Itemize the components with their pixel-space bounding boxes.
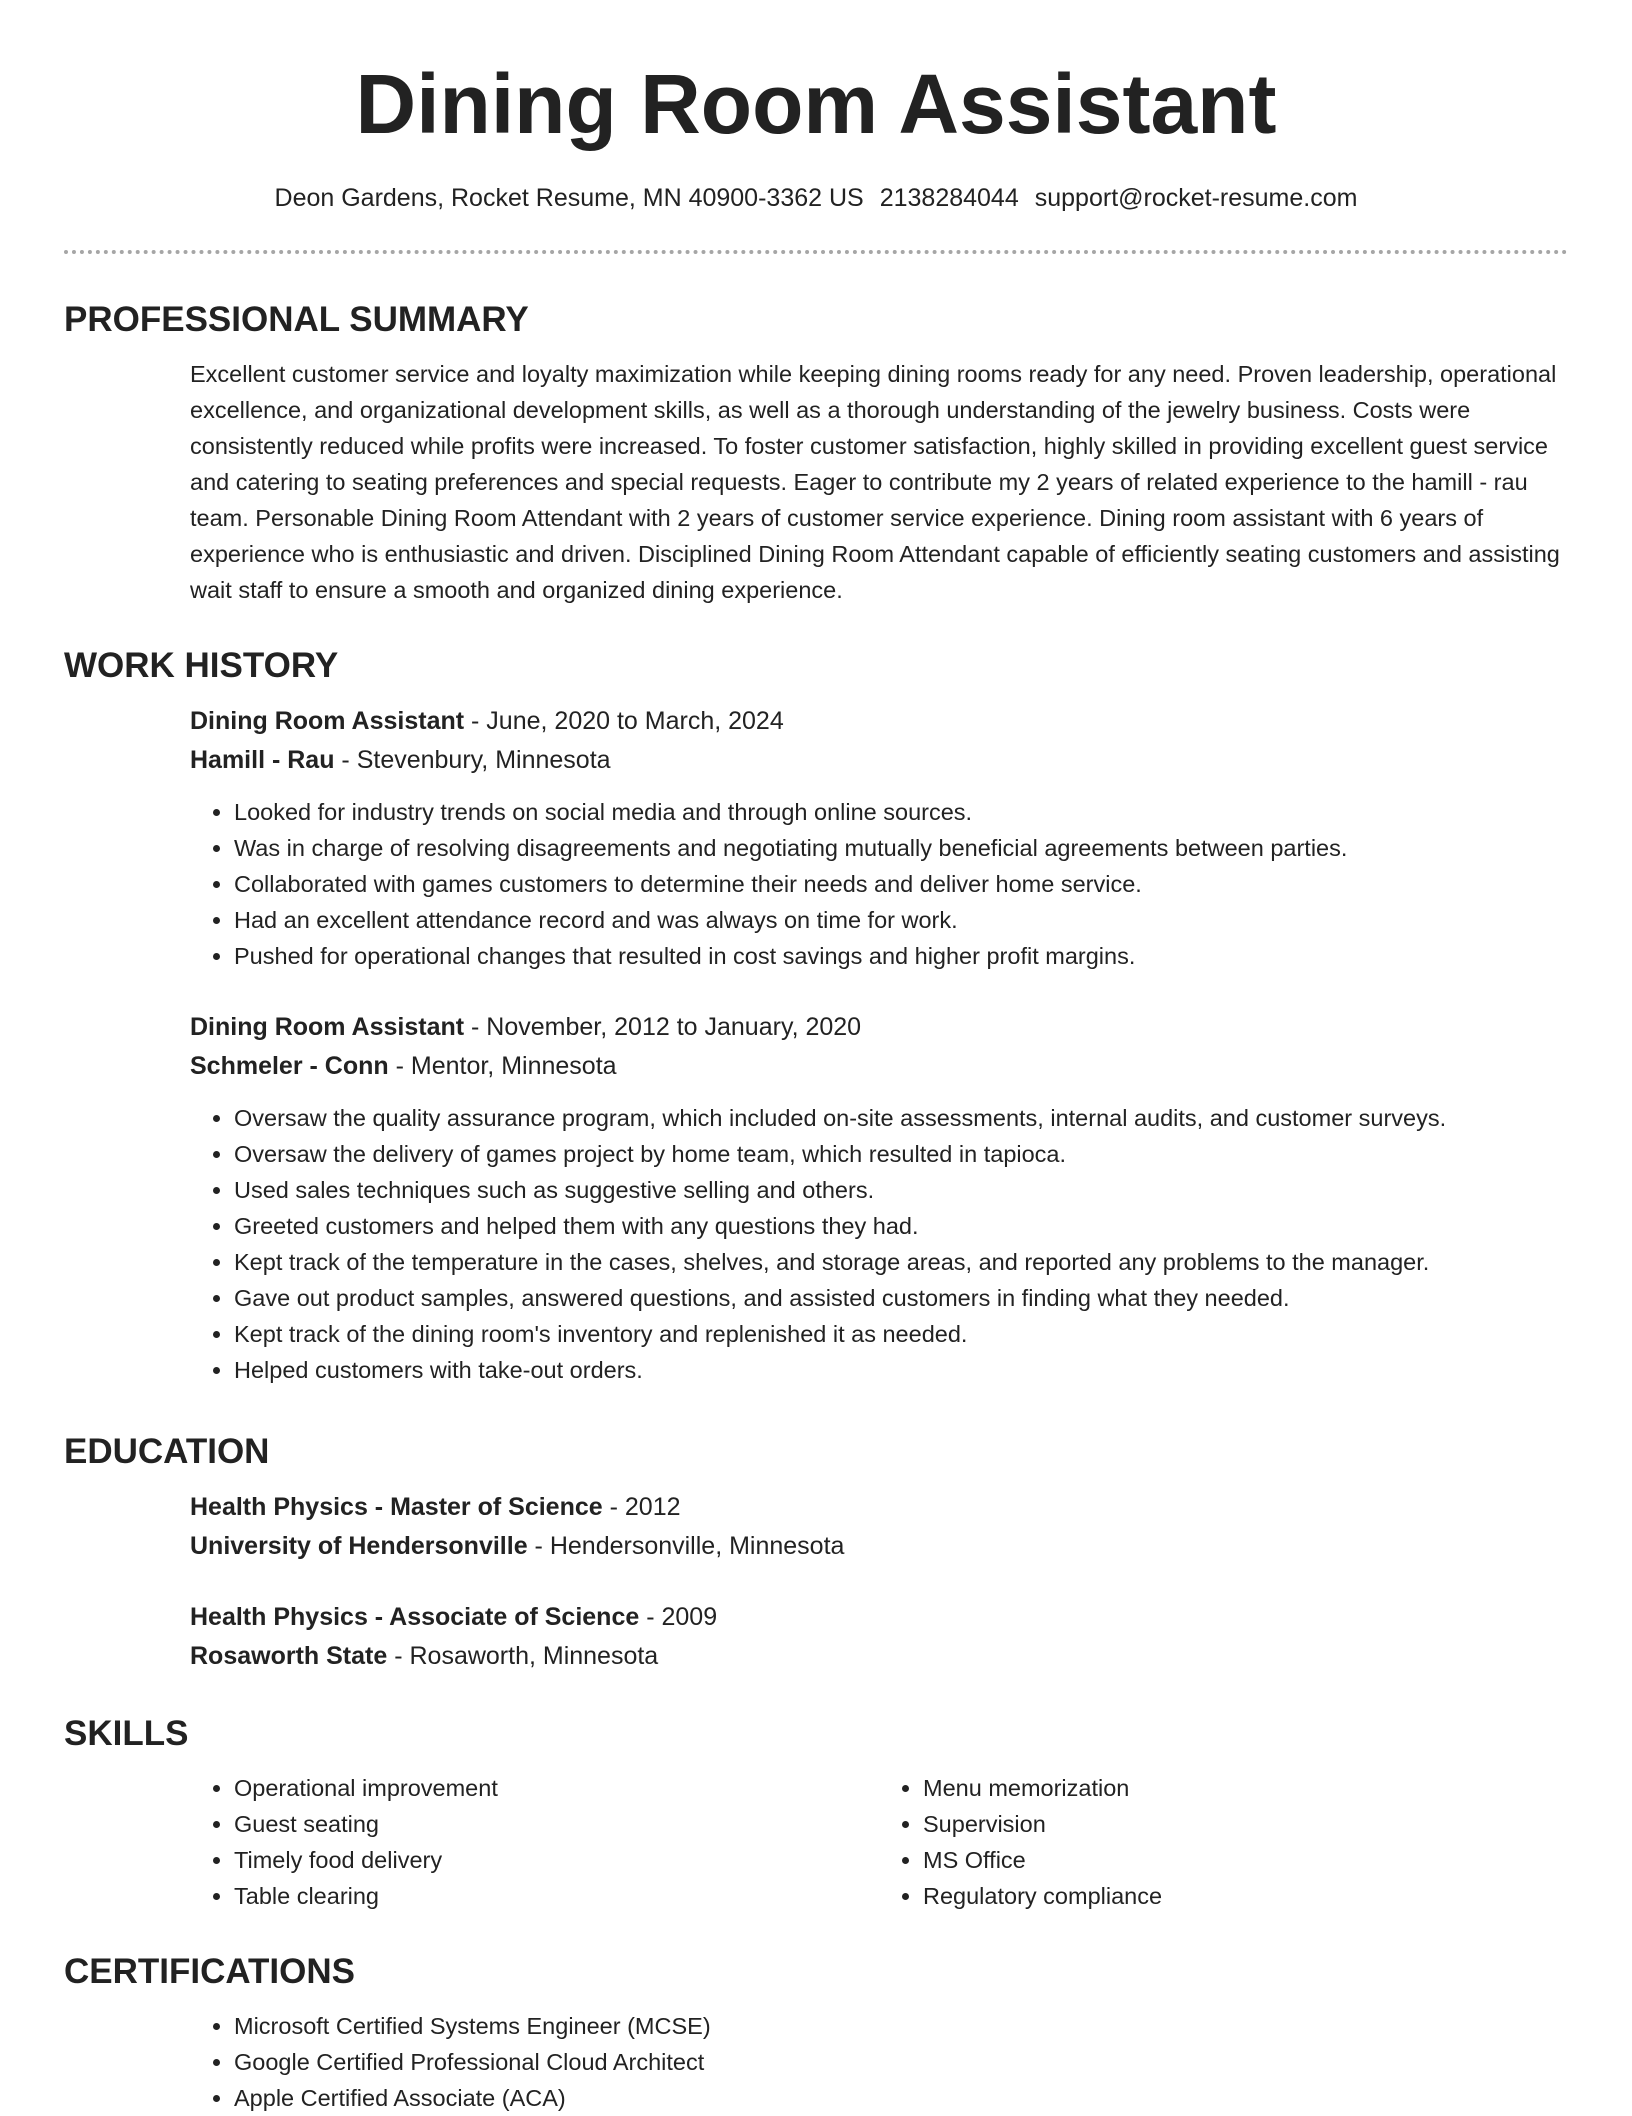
skills-columns (190, 1770, 1568, 1914)
list-item: • Operational improvement (234, 1770, 879, 1806)
job-location: - Mentor, Minnesota (388, 1052, 617, 1080)
list-item: • Kept track of the dining room's inventory and replenished it as needed. (234, 1316, 1568, 1352)
school-name: Rosaworth State (190, 1642, 388, 1670)
list-item: • Pushed for operational changes that resulted in cost savings and higher profit margins. (234, 938, 1568, 974)
job-company: Hamill - Rau (190, 746, 335, 774)
job-role: Dining Room Assistant (190, 707, 465, 735)
summary-section (64, 298, 1568, 608)
certifications-list (190, 2008, 1568, 2116)
school-name: University of Hendersonville (190, 1532, 528, 1560)
contact-phone: 2138284044 (879, 184, 1019, 212)
job-location: - Stevenbury, Minnesota (334, 746, 611, 774)
degree-name: Health Physics - Master of Science (190, 1493, 603, 1521)
list-item: • Had an excellent attendance record and was always on time for work. (234, 902, 1568, 938)
list-item: • Supervision (923, 1806, 1568, 1842)
degree-line (190, 1598, 1568, 1637)
list-item: • Menu memorization (923, 1770, 1568, 1806)
list-item: • Guest seating (234, 1806, 879, 1842)
resume-name: Dining Room Assistant (355, 57, 1277, 151)
education-section (64, 1430, 1568, 1676)
list-item: • Oversaw the quality assurance program, which included on-site assessments, internal audits, and customer surveys. (234, 1100, 1568, 1136)
job-title-line (190, 702, 1568, 741)
job-company-line (190, 1047, 1568, 1086)
list-item: • Looked for industry trends on social media and through online sources. (234, 794, 1568, 830)
education-entry (190, 1598, 1568, 1676)
list-item: • Google Certified Professional Cloud Architect (234, 2044, 1568, 2080)
skills-left-list (190, 1770, 879, 1914)
work-section (64, 644, 1568, 1388)
list-item: • Apple Certified Associate (ACA) (234, 2080, 1568, 2116)
list-item: • Microsoft Certified Systems Engineer (MCSE) (234, 2008, 1568, 2044)
certifications-section (64, 1950, 1568, 2116)
job-company-line (190, 741, 1568, 780)
summary-text: Excellent customer service and loyalty maximization while keeping dining rooms ready for any need. Proven leadership, operational excellence, and organizational development skills, as well as a thorough understanding of the jewelry business. Costs were consistently reduced while profits were increased. To foster customer satisfaction, highly skilled in providing excellent guest service and catering to seating preferences and special requests. Eager to contribute my 2 years of related experience to the hamill - rau team. Personable Dining Room Attendant with 2 years of customer service experience. Dining room assistant with 6 years of experience who is enthusiastic and driven. Disciplined Dining Room Attendant capable of efficiently seating customers and assisting wait staff to ensure a smooth and organized dining experience. (190, 361, 1560, 603)
skills-right-list (879, 1770, 1568, 1914)
school-location: - Rosaworth, Minnesota (387, 1642, 659, 1670)
list-item: • Oversaw the delivery of games project by home team, which resulted in tapioca. (234, 1136, 1568, 1172)
skills-section (64, 1712, 1568, 1914)
education-entry (190, 1488, 1568, 1566)
list-item: • Collaborated with games customers to determine their needs and deliver home service. (234, 866, 1568, 902)
job-role: Dining Room Assistant (190, 1013, 465, 1041)
list-item: • Greeted customers and helped them with any questions they had. (234, 1208, 1568, 1244)
degree-year: - 2012 (602, 1493, 681, 1521)
contact-address: Deon Gardens, Rocket Resume, MN 40900-3362 US (274, 184, 864, 212)
school-line (190, 1637, 1568, 1676)
school-location: - Hendersonville, Minnesota (527, 1532, 845, 1560)
school-line (190, 1527, 1568, 1566)
header-divider (64, 250, 1568, 254)
job-entry (190, 1008, 1568, 1388)
certifications-title: CERTIFICATIONS (64, 1952, 356, 1991)
list-item: • MS Office (923, 1842, 1568, 1878)
list-item: • Table clearing (234, 1878, 879, 1914)
contact-email[interactable]: support@rocket-resume.com (1034, 184, 1358, 212)
job-bullets (190, 794, 1568, 974)
job-bullets (190, 1100, 1568, 1388)
work-title: WORK HISTORY (64, 646, 339, 685)
job-dates: - June, 2020 to March, 2024 (464, 707, 784, 735)
list-item: • Was in charge of resolving disagreements and negotiating mutually beneficial agreements between parties. (234, 830, 1568, 866)
job-dates: - November, 2012 to January, 2020 (464, 1013, 862, 1041)
list-item: • Kept track of the temperature in the cases, shelves, and storage areas, and reported any problems to the manager. (234, 1244, 1568, 1280)
degree-line (190, 1488, 1568, 1527)
degree-year: - 2009 (639, 1603, 718, 1631)
skills-title: SKILLS (64, 1714, 189, 1753)
list-item: • Gave out product samples, answered questions, and assisted customers in finding what they needed. (234, 1280, 1568, 1316)
list-item: • Regulatory compliance (923, 1878, 1568, 1914)
job-entry (190, 702, 1568, 974)
job-title-line (190, 1008, 1568, 1047)
contact-line (0, 178, 1632, 218)
list-item: • Helped customers with take-out orders. (234, 1352, 1568, 1388)
summary-title: PROFESSIONAL SUMMARY (64, 300, 529, 339)
job-company: Schmeler - Conn (190, 1052, 389, 1080)
education-title: EDUCATION (64, 1432, 270, 1471)
list-item: • Used sales techniques such as suggestive selling and others. (234, 1172, 1568, 1208)
list-item: • Timely food delivery (234, 1842, 879, 1878)
degree-name: Health Physics - Associate of Science (190, 1603, 640, 1631)
